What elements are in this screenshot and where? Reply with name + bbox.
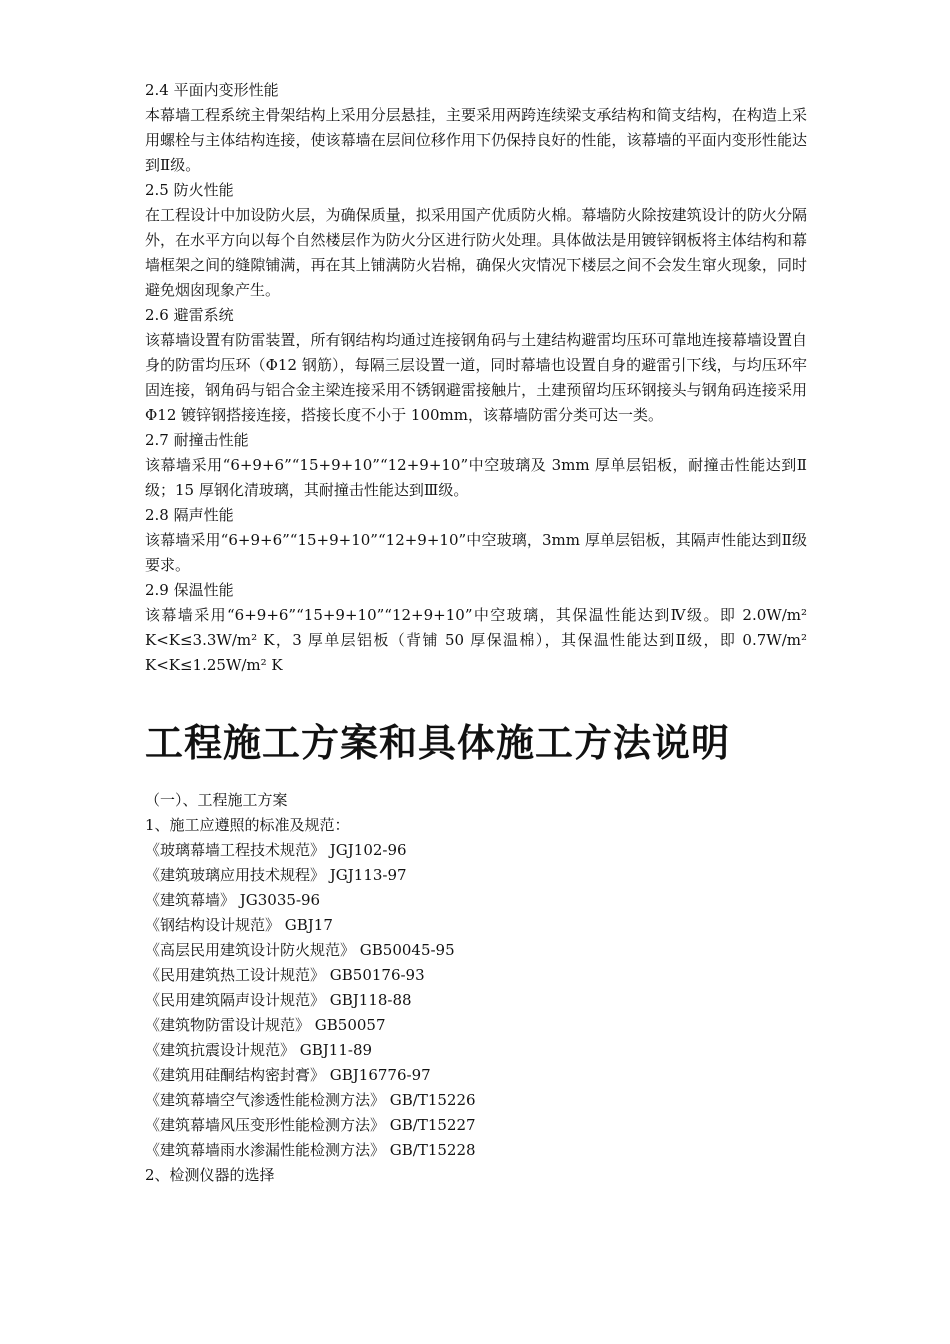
section-heading: 2.8 隔声性能 [145, 506, 234, 524]
section-body: 在工程设计中加设防火层，为确保质量，拟采用国产优质防火棉。幕墙防火除按建筑设计的防火分隔外，在水平方向以每个自然楼层作为防火分区进行防火处理。具体做法是用镀锌钢板将主体结构和幕墙框架之间的缝隙铺满，再在其上铺满防火岩棉，确保火灾情况下楼层之间不会发生窜火现象，同时避免烟囱现象产生。 [145, 206, 807, 299]
section-heading: 2.5 防火性能 [145, 181, 234, 199]
section-body: 该幕墙采用“6+9+6”“15+9+10”“12+9+10”中空玻璃，3mm 厚单层铝板，其隔声性能达到Ⅱ级要求。 [145, 531, 807, 574]
section-heading: 2.7 耐撞击性能 [145, 431, 249, 449]
standard-item: 《钢结构设计规范》 GBJ17 [145, 916, 333, 934]
section-2-8 [145, 503, 807, 578]
standard-item: 《建筑幕墙空气渗透性能检测方法》 GB/T15226 [145, 1091, 476, 1109]
standard-item: 《民用建筑隔声设计规范》 GBJ118-88 [145, 991, 412, 1009]
section-2-9 [145, 578, 807, 678]
section-2-4 [145, 78, 807, 178]
standard-item: 《建筑幕墙》 JG3035-96 [145, 891, 321, 909]
standard-item: 《建筑玻璃应用技术规程》 JGJ113-97 [145, 866, 407, 884]
standard-item: 《建筑用硅酮结构密封膏》 GBJ16776-97 [145, 1066, 431, 1084]
section-2-6 [145, 303, 807, 428]
section-heading: 2.6 避雷系统 [145, 306, 234, 324]
standard-item: 《高层民用建筑设计防火规范》 GB50045-95 [145, 941, 455, 959]
standard-item: 《建筑抗震设计规范》 GBJ11-89 [145, 1041, 373, 1059]
standard-item: 《建筑物防雷设计规范》 GB50057 [145, 1016, 386, 1034]
document-page [145, 78, 807, 1188]
section-heading: 2.9 保温性能 [145, 581, 234, 599]
section-body: 该幕墙采用“6+9+6”“15+9+10”“12+9+10”中空玻璃及 3mm 厚单层铝板，耐撞击性能达到Ⅱ级；15 厚钢化清玻璃，其耐撞击性能达到Ⅲ级。 [145, 456, 807, 499]
construction-plan [145, 788, 807, 1188]
section-body: 本幕墙工程系统主骨架结构上采用分层悬挂，主要采用两跨连续梁支承结构和简支结构，在构造上采用螺栓与主体结构连接，使该幕墙在层间位移作用下仍保持良好的性能，该幕墙的平面内变形性能达到Ⅱ级。 [145, 106, 807, 174]
list-item-heading: 1、施工应遵照的标准及规范： [145, 816, 350, 834]
standard-item: 《建筑幕墙雨水渗漏性能检测方法》 GB/T15228 [145, 1141, 476, 1159]
subsection-heading: （一）、工程施工方案 [145, 791, 288, 809]
list-item-heading: 2、检测仪器的选择 [145, 1166, 275, 1184]
main-title: 工程施工方案和具体施工方法说明 [145, 720, 731, 765]
section-body: 该幕墙采用“6+9+6”“15+9+10”“12+9+10”中空玻璃，其保温性能达到Ⅳ级。即 2.0W/m² K<K≤3.3W/m² K，3 厚单层铝板（背铺 50 厚保温棉），其保温性能达到Ⅱ级，即 0.7W/m² K<K≤1.25W/m² K [145, 606, 807, 674]
section-2-5 [145, 178, 807, 303]
standard-item: 《民用建筑热工设计规范》 GB50176-93 [145, 966, 425, 984]
standard-item: 《建筑幕墙风压变形性能检测方法》 GB/T15227 [145, 1116, 476, 1134]
standard-item: 《玻璃幕墙工程技术规范》 JGJ102-96 [145, 841, 407, 859]
section-2-7 [145, 428, 807, 503]
section-body: 该幕墙设置有防雷装置，所有钢结构均通过连接钢角码与土建结构避雷均压环可靠地连接幕墙设置自身的防雷均压环（Φ12 钢筋），每隔三层设置一道，同时幕墙也设置自身的避雷引下线，与均压环牢固连接，钢角码与铝合金主梁连接采用不锈钢避雷接触片，土建预留均压环钢接头与钢角码连接采用 Φ12 镀锌钢搭接连接，搭接长度不小于 100mm，该幕墙防雷分类可达一类。 [145, 331, 807, 424]
section-heading: 2.4 平面内变形性能 [145, 81, 279, 99]
